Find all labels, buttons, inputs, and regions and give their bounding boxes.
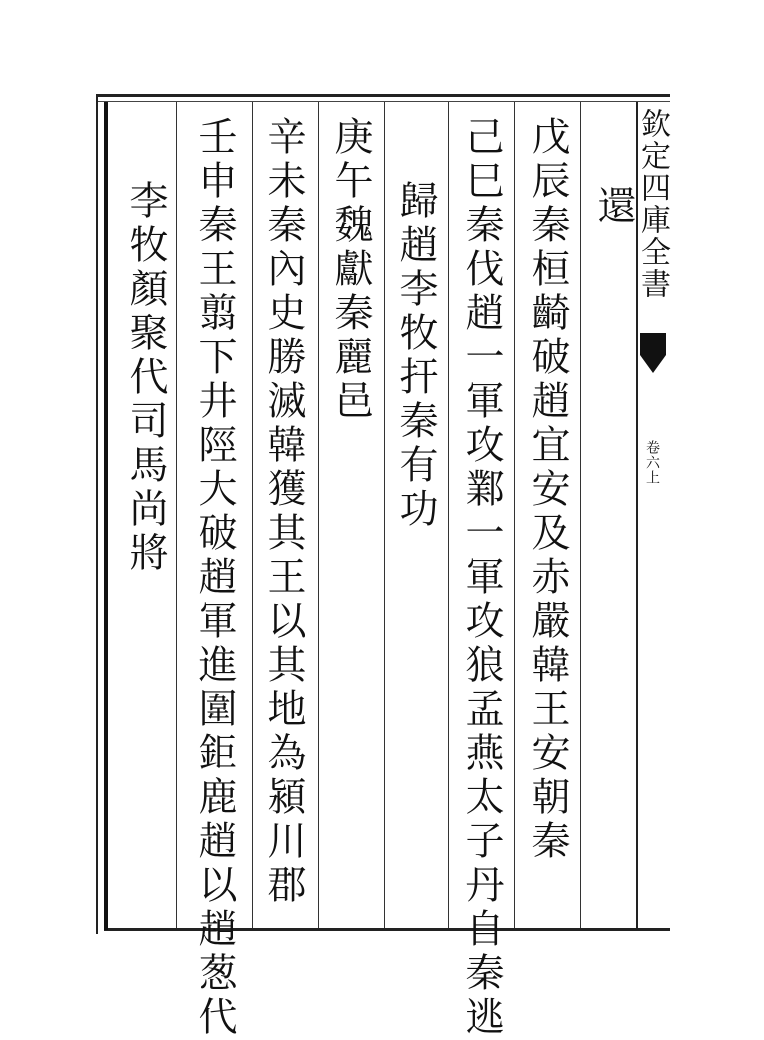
top-border-inner-rule [96,101,670,102]
text-column-1: 還 [591,185,636,229]
text-column-4: 歸趙李牧扞秦有功 [393,180,438,532]
page-frame [96,94,670,934]
top-border-rule [96,94,670,97]
column-divider [514,102,515,928]
text-column-3: 己巳秦伐趙一軍攻鄴一軍攻狼孟燕太子丹自秦逃 [459,116,504,1040]
column-divider [176,102,177,928]
margin-book-title: 欽定四庫全書 [635,108,670,300]
bottom-border-rule [104,928,670,931]
text-column-5: 庚午魏獻秦麗邑 [328,116,373,424]
text-column-8: 李牧顏聚代司馬尚將 [123,180,168,576]
column-divider [580,102,581,928]
column-divider [448,102,449,928]
margin-volume-label: 卷六上 [644,440,660,485]
column-divider [384,102,385,928]
text-column-2: 戊辰秦桓齮破趙宜安及赤嚴韓王安朝秦 [525,116,570,864]
left-border-rule [96,94,98,934]
column-divider [318,102,319,928]
left-border-thick-rule [104,102,108,930]
text-column-7: 壬申秦王翦下井陘大破趙軍進圍鉅鹿趙以趙葱代 [192,116,237,1040]
fish-tail-ornament [640,333,666,373]
text-column-6: 辛未秦內史勝滅韓獲其王以其地為潁川郡 [261,116,306,908]
column-divider [252,102,253,928]
